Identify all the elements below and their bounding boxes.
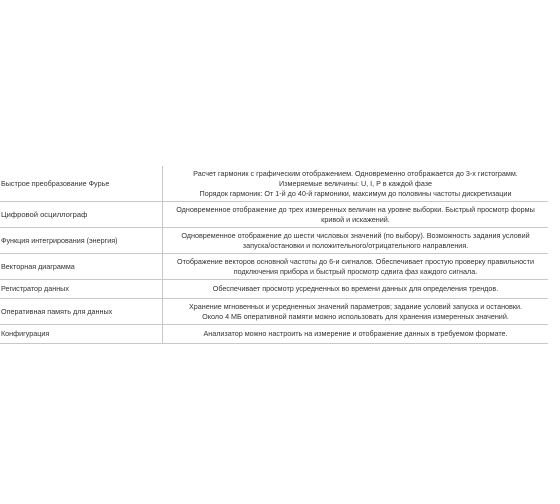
feature-description bbox=[163, 325, 549, 344]
feature-name: Быстрое преобразование Фурье bbox=[0, 166, 163, 202]
description-line: Около 4 МБ оперативной памяти можно использовать для хранения измеренных значений. bbox=[202, 311, 509, 321]
table-row bbox=[0, 166, 548, 202]
specifications-table bbox=[0, 166, 548, 344]
description-line: Измеряемые величины: U, I, P в каждой фазе bbox=[279, 178, 432, 188]
feature-name: Векторная диаграмма bbox=[0, 254, 163, 280]
feature-name: Регистратор данных bbox=[0, 280, 163, 299]
feature-description bbox=[163, 254, 549, 280]
feature-description bbox=[163, 202, 549, 228]
table-row bbox=[0, 254, 548, 280]
description-line: Одновременное отображение до шести числовых значений (по выбору). Возможность задания условий запуска/остановки и положительного/отрицательного направления. bbox=[181, 230, 530, 250]
feature-description bbox=[163, 299, 549, 325]
description-line: Анализатор можно настроить на измерение и отображение данных в требуемом формате. bbox=[203, 329, 508, 338]
feature-name: Оперативная память для данных bbox=[0, 299, 163, 325]
table-row bbox=[0, 202, 548, 228]
table-row bbox=[0, 280, 548, 299]
description-line: Расчет гармоник с графическим отображением. Одновременно отображается до 3-х гистограмм. bbox=[193, 168, 518, 178]
feature-description bbox=[163, 166, 549, 202]
description-line: Одновременное отображение до трех измеренных величин на уровне выборки. Быстрый просмотр формы кривой и искажений. bbox=[176, 204, 535, 224]
feature-description bbox=[163, 228, 549, 254]
feature-name: Цифровой осциллограф bbox=[0, 202, 163, 228]
description-line: Порядок гармоник: От 1-й до 40-й гармоники, максимум до половины частоты дискретизации bbox=[199, 188, 512, 198]
table-row bbox=[0, 325, 548, 344]
feature-name: Функция интегрирования (энергия) bbox=[0, 228, 163, 254]
feature-name: Конфигурация bbox=[0, 325, 163, 344]
description-line: Обеспечивает просмотр усредненных во времени данных для определения трендов. bbox=[212, 284, 499, 293]
feature-description bbox=[163, 280, 549, 299]
description-line: Хранение мгновенных и усредненных значений параметров; задание условий запуска и остановки. bbox=[188, 301, 523, 311]
table-row bbox=[0, 299, 548, 325]
description-line: Отображение векторов основной частоты до 6-и сигналов. Обеспечивает простую проверку правильности подключения прибора и быстрый просмотр сдвига фаз каждого сигнала. bbox=[177, 256, 534, 276]
table-row bbox=[0, 228, 548, 254]
